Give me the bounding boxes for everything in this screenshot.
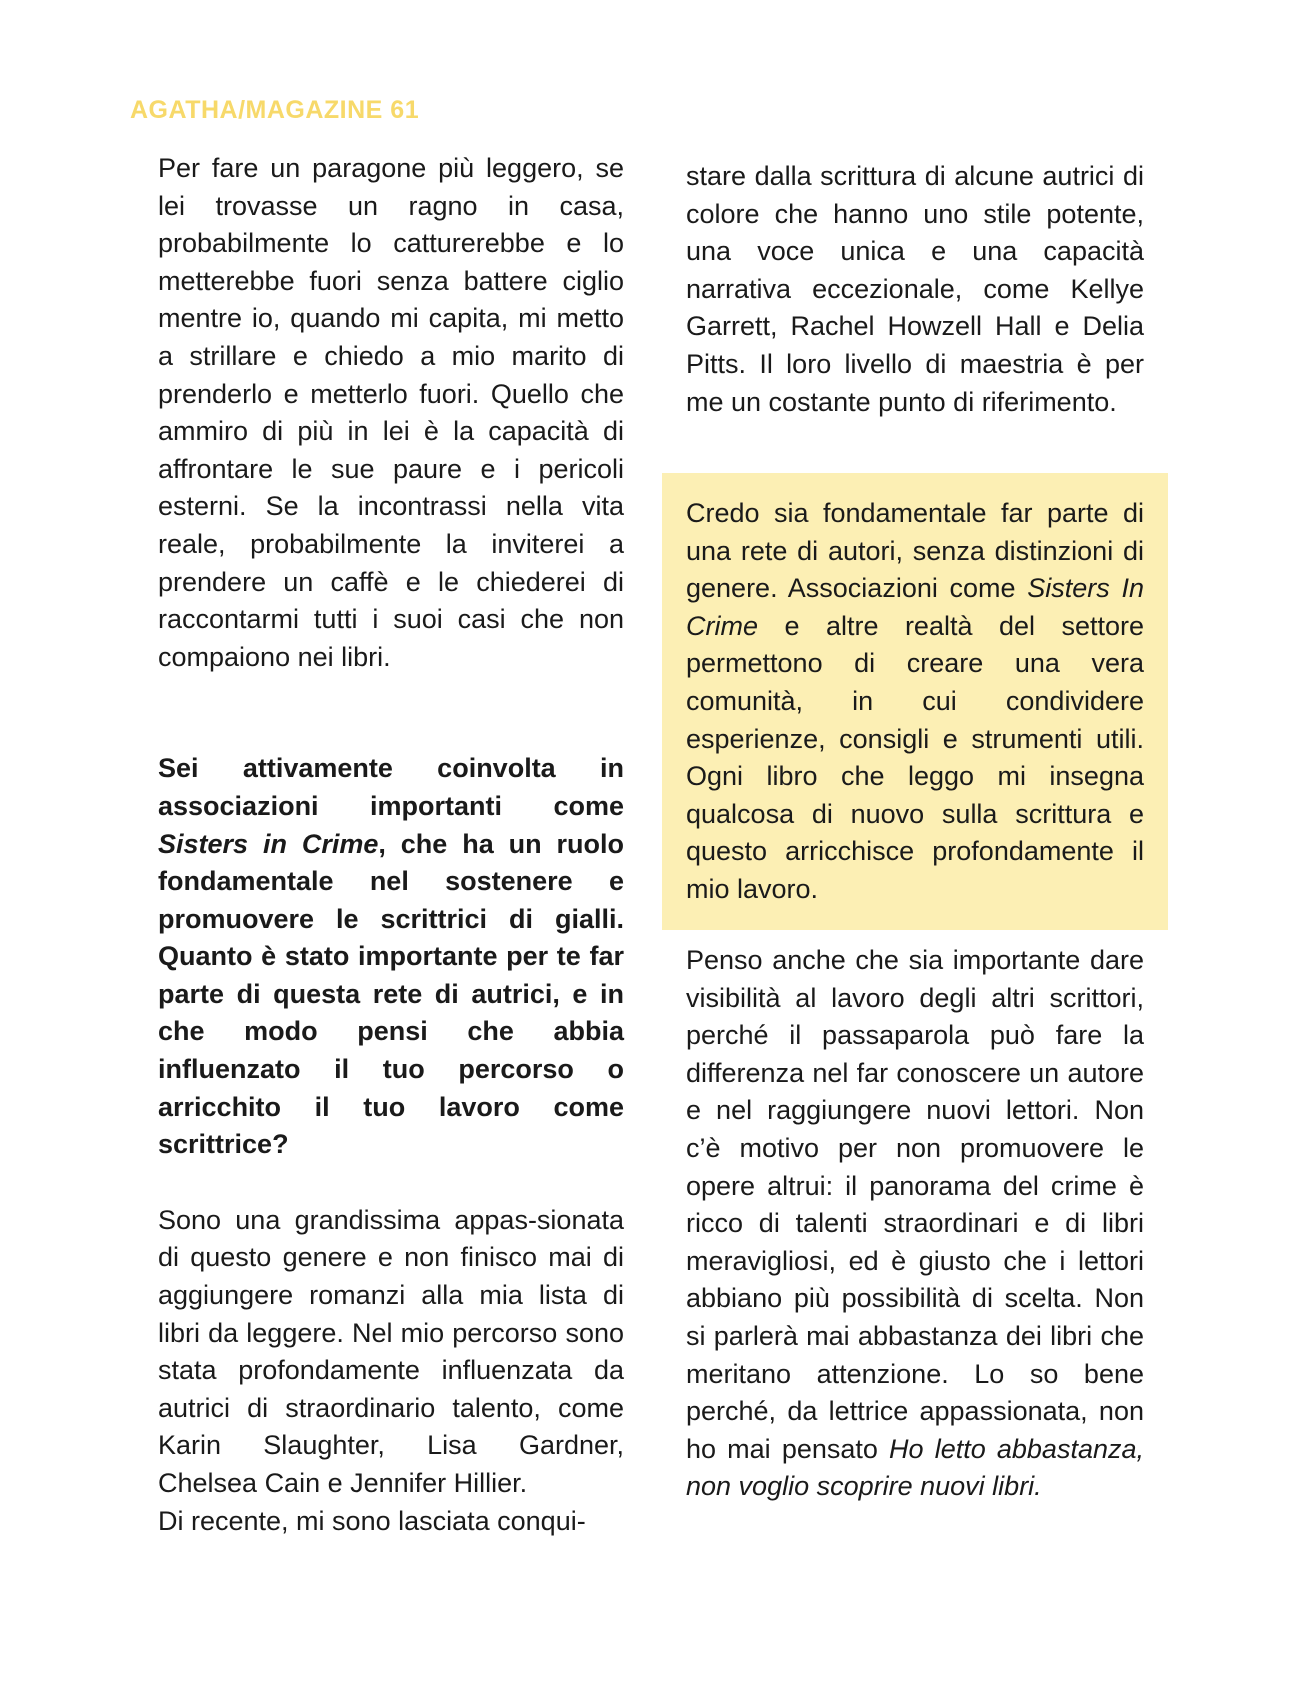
left-column <box>158 150 624 1540</box>
answer-paragraph-influences: Sono una grandissima appas-sionata di questo genere e non finisco mai di aggiungere romanzi alla mia lista di libri da leggere. Nel mio percorso sono stata profondamente influenzata da autrici di straordinario talento, come Karin Slaughter, Lisa Gardner, Chelsea Cain e Jennifer Hillier. <box>158 1204 624 1498</box>
answer-paragraph-visibility <box>686 942 1144 1506</box>
magazine-header: AGATHA/MAGAZINE 61 <box>130 96 420 124</box>
answer-paragraph-continued: Di recente, mi sono lasciata conqui- <box>158 1505 586 1536</box>
callout-text-end: e altre realtà del settore permettono di creare una vera comunità, in cui condividere esperienze, consigli e strumenti utili. Ogni libro che leggo mi insegna qualcosa di nuovo sulla scrittura e questo arricchisce profondamente il mio lavoro. <box>686 610 1144 904</box>
answer-paragraph-authors: stare dalla scrittura di alcune autrici di colore che hanno uno stile potente, una voce unica e una capacità narrativa eccezionale, come Kellye Garrett, Rachel Howzell Hall e Delia Pitts. Il loro livello di maestria è per me un costante punto di riferimento. <box>686 161 1144 417</box>
right-column-bottom <box>686 942 1144 1506</box>
visibility-italic-quote: Ho letto abbastanza, non voglio scoprire nuovi libri. <box>686 1433 1144 1502</box>
question-text-start: Sei attivamente coinvolta in associazioni importanti come <box>158 753 624 821</box>
visibility-text: Penso anche che sia importante dare visibilità al lavoro degli altri scrittori, perché il passaparola può fare la differenza nel far conoscere un autore e nel raggiungere nuovi lettori. Non c’è motivo per non promuovere le opere altrui: il panorama del crime è ricco di talenti straordinari e di libri meravigliosi, ed è giusto che i lettori abbiano più possibilità di scelta. Non si parlerà mai abbastanza dei libri che meritano attenzione. Lo so bene perché, da lettrice appassionata, non ho mai pensato <box>686 945 1144 1464</box>
answer-paragraph-spider: Per fare un paragone più leggero, se lei trovasse un ragno in casa, probabilmente lo catturerebbe e lo metterebbe fuori senza battere ciglio mentre io, quando mi capita, mi metto a strillare e chiedo a mio marito di prenderlo e metterlo fuori. Quello che ammiro di più in lei è la capacità di affrontare le sue paure e i pericoli esterni. Se la incontrassi nella vita reale, probabilmente la inviterei a prendere un caffè e le chiederei di raccontarmi tutti i suoi casi che non compaiono nei libri. <box>158 153 624 672</box>
callout-text-start: Credo sia fondamentale far parte di una rete di autori, senza distinzioni di genere. Associazioni come <box>686 498 1144 604</box>
question-italic-org: Sisters in Crime <box>158 828 379 859</box>
highlight-callout <box>662 473 1168 930</box>
question-text-end: , che ha un ruolo fondamentale nel sostenere e promuovere le scrittrici di gialli. Quanto è stato importante per te far parte di questa rete di autrici, e in che modo pensi che abbia influenzato il tuo percorso o arricchito il tuo lavoro come scrittrice? <box>158 828 624 1160</box>
interview-question <box>158 750 624 1164</box>
callout-italic-org: Sisters In Crime <box>686 573 1144 641</box>
right-column-top <box>686 158 1144 421</box>
callout-paragraph <box>686 495 1144 909</box>
